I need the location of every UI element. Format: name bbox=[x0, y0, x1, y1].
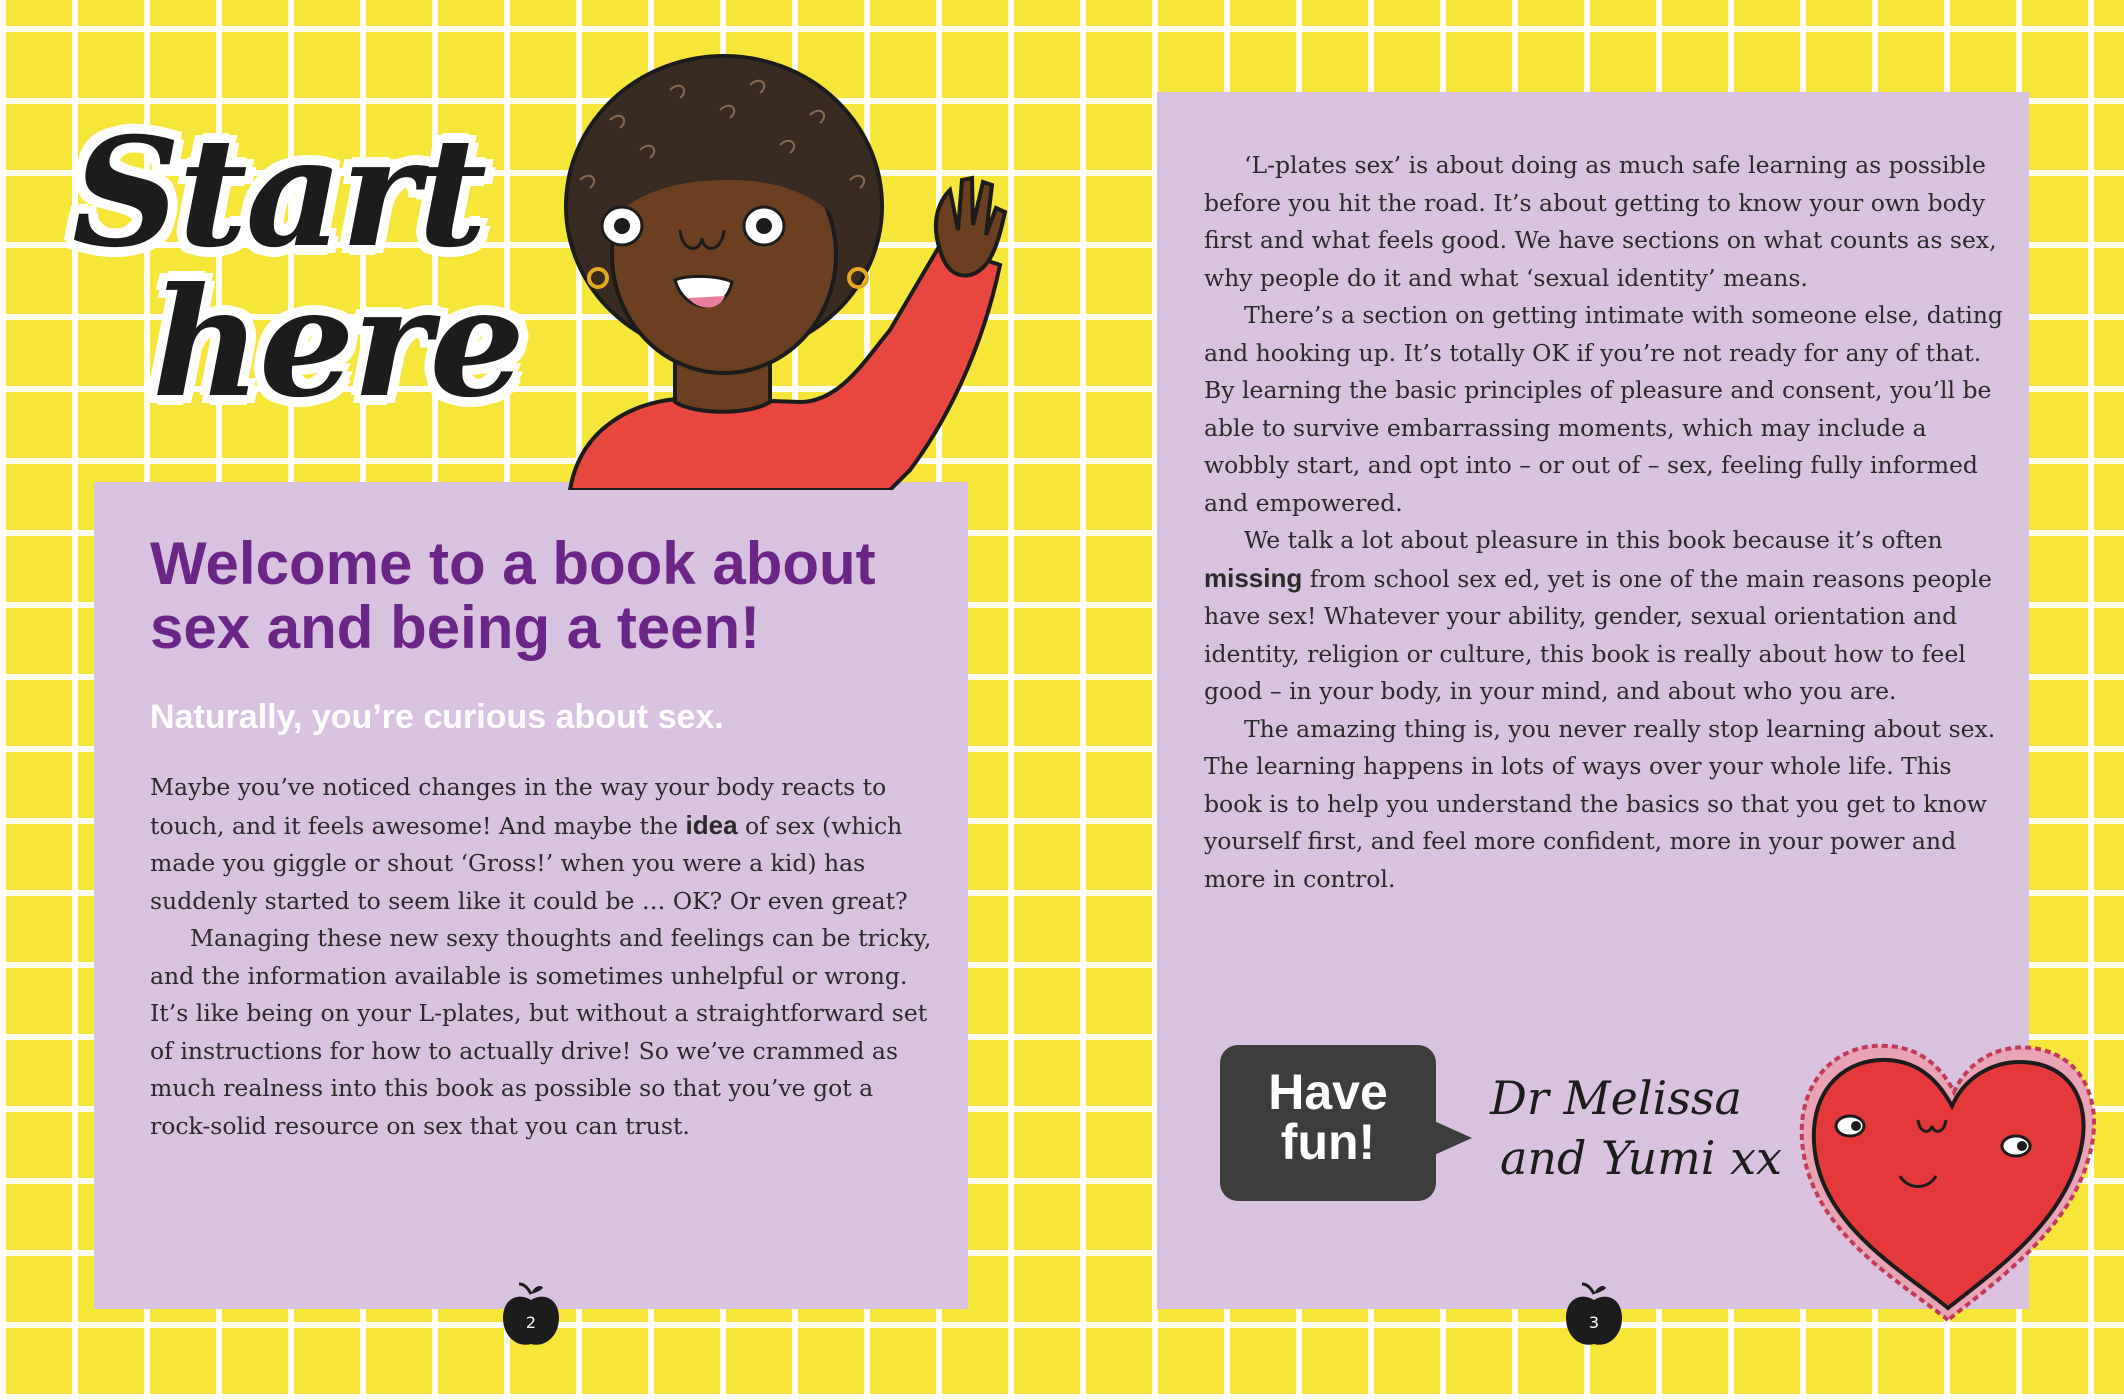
signature-line-1: Dr Melissa bbox=[1490, 1071, 1742, 1125]
left-body-text bbox=[150, 769, 940, 1145]
page-number-right bbox=[1564, 1280, 1624, 1350]
bubble-line-1: Have bbox=[1268, 1064, 1388, 1120]
signature bbox=[1490, 1068, 1810, 1188]
page-number-right-text: 3 bbox=[1588, 1313, 1600, 1332]
right-p3-after: from school sex ed, yet is one of the main reasons people have sex! Whatever your ability, gender, sexual orientation and identity, religion or culture, this book is really about how to feel good – in your body, in your mind, and about who you are. bbox=[1204, 564, 1992, 705]
signature-line-2: and Yumi xx bbox=[1500, 1131, 1782, 1185]
left-p1-after: of sex (which made you giggle or shout ‘Gross!’ when you were a kid) has suddenly started to seem like it could be … OK? Or even great? bbox=[150, 811, 908, 915]
heart-illustration bbox=[1788, 1030, 2108, 1330]
right-paragraph-4: The amazing thing is, you never really stop learning about sex. The learning happens in lots of ways over your whole life. This book is to help you understand the basics so that you get to know yourself first, and feel more confident, more in your power and more in control. bbox=[1204, 714, 1996, 893]
right-paragraph-2: There’s a section on getting intimate with someone else, dating and hooking up. It’s totally OK if you’re not ready for any of that. By learning the basic principles of pleasure and consent, you’ll be able to survive embarrassing moments, which may include a wobbly start, and opt into – or out of – sex, feeling fully informed and empowered. bbox=[1204, 301, 2003, 517]
left-p1-emphasis: idea bbox=[685, 809, 738, 840]
right-p3-before: We talk a lot about pleasure in this book because it’s often bbox=[1244, 526, 1943, 554]
left-paragraph-1 bbox=[150, 769, 940, 920]
girl-illustration bbox=[470, 30, 1070, 490]
right-body-text bbox=[1204, 147, 2004, 898]
page-number-left bbox=[501, 1280, 561, 1350]
title-line-1: Start bbox=[72, 105, 486, 281]
speech-bubble bbox=[1220, 1045, 1436, 1201]
page-number-left-text: 2 bbox=[525, 1313, 537, 1332]
bubble-line-2: fun! bbox=[1280, 1114, 1376, 1170]
left-p1-before: Maybe you’ve noticed changes in the way your body reacts to touch, and it feels awesome! And maybe the bbox=[150, 773, 887, 840]
right-paragraph-1: ‘L-plates sex’ is about doing as much safe learning as possible before you hit the road. It’s about getting to know your own body first and what feels good. We have sections on what counts as sex, why people do it and what ‘sexual identity’ means. bbox=[1204, 151, 1997, 292]
right-paragraph-3 bbox=[1204, 522, 2004, 711]
speech-bubble-text bbox=[1220, 1064, 1436, 1170]
page-headline: Welcome to a book about sex and being a teen! bbox=[150, 530, 876, 661]
page-subhead: Naturally, you’re curious about sex. bbox=[150, 698, 724, 736]
title-line-2: here bbox=[152, 255, 523, 431]
left-paragraph-2: Managing these new sexy thoughts and feelings can be tricky, and the information available is sometimes unhelpful or wrong. It’s like being on your L-plates, but without a straightforward set of instructions for how to actually drive! So we’ve crammed as much realness into this book as possible so that you’ve got a rock-solid resource on sex that you can trust. bbox=[150, 924, 932, 1140]
start-here-title bbox=[72, 105, 523, 431]
speech-bubble-tail bbox=[1432, 1120, 1472, 1156]
right-p3-emphasis: missing bbox=[1204, 562, 1303, 593]
